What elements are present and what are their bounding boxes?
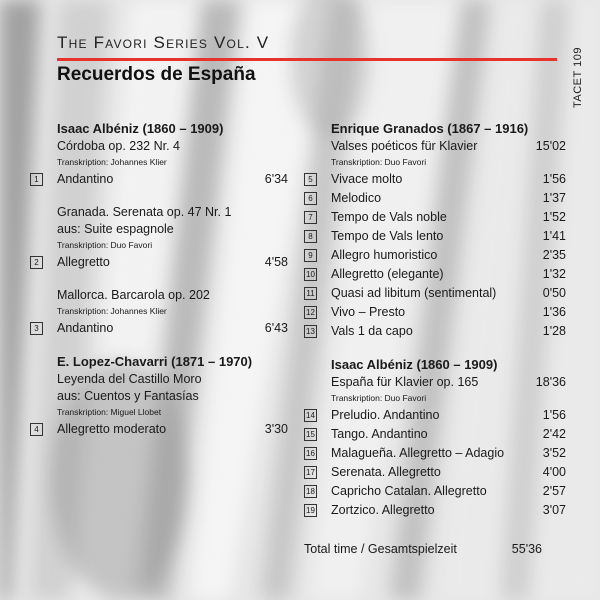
track-title: Zortzico. Allegretto [331,503,435,517]
track-title: Melodico [331,191,382,205]
track-duration: 6'34 [264,172,288,186]
track-duration: 1'36 [542,305,566,319]
album-title: Recuerdos de España [57,64,256,85]
track-number: 13 [304,325,317,338]
track-number: 9 [304,249,317,262]
track-title: Tango. Andantino [331,427,428,441]
work-title: Leyenda del Castillo Moro [57,372,202,386]
track-row [304,501,566,520]
albeniz-cordoba-block [30,120,288,189]
track-title: Allegro humoristico [331,248,438,262]
work-title: Córdoba op. 232 Nr. 4 [57,139,180,153]
composer-name: Enrique Granados (1867 – 1916) [331,121,529,136]
track-row [304,425,566,444]
track-duration: 2'57 [542,484,566,498]
track-title: Capricho Catalan. Allegretto [331,484,487,498]
granados-block [304,120,566,341]
composer-name: E. Lopez-Chavarri (1871 – 1970) [57,354,253,369]
track-list [304,170,566,341]
work-duration: 15'02 [535,139,566,153]
work-title: Mallorca. Barcarola op. 202 [57,288,210,302]
track-number: 14 [304,409,317,422]
total-time-duration: 55'36 [511,542,542,556]
mallorca-block [30,287,288,338]
track-number: 2 [30,256,43,269]
track-number: 11 [304,287,317,300]
track-duration: 1'56 [542,172,566,186]
track-row [304,170,566,189]
track-row [304,444,566,463]
track-number: 15 [304,428,317,441]
track-number: 10 [304,268,317,281]
chavarri-block [30,353,288,439]
track-row [304,227,566,246]
track-number: 3 [30,322,43,335]
track-number: 12 [304,306,317,319]
track-row [304,208,566,227]
track-row [30,319,288,338]
track-title: Vivace molto [331,172,403,186]
track-number: 4 [30,423,43,436]
track-title: Allegretto [57,255,110,269]
track-number: 17 [304,466,317,479]
transcription-credit: Transkription: Miguel Llobet [57,407,162,417]
composer-name: Isaac Albéniz (1860 – 1909) [57,121,224,136]
track-list [304,406,566,520]
track-title: Allegretto moderato [57,422,167,436]
catalog-number: TACET 109 [572,47,584,108]
total-time [304,542,542,556]
track-row [30,170,288,189]
track-title: Tempo de Vals noble [331,210,447,224]
track-number: 8 [304,230,317,243]
work-title-text: Valses poéticos für Klavier [331,139,478,153]
track-number: 7 [304,211,317,224]
track-number: 5 [304,173,317,186]
track-duration: 3'30 [264,422,288,436]
track-duration: 4'58 [264,255,288,269]
track-row [304,246,566,265]
track-duration: 1'56 [542,408,566,422]
track-title: Serenata. Allegretto [331,465,441,479]
track-duration: 4'00 [542,465,566,479]
track-title: Malagueña. Allegretto – Adagio [331,446,505,460]
work-subtitle: aus: Suite espagnole [57,222,174,236]
track-title: Preludio. Andantino [331,408,440,422]
composer-name: Isaac Albéniz (1860 – 1909) [331,357,498,372]
track-duration: 2'42 [542,427,566,441]
work-subtitle: aus: Cuentos y Fantasías [57,389,199,403]
track-duration: 0'50 [542,286,566,300]
track-duration: 1'52 [542,210,566,224]
track-duration: 3'07 [542,503,566,517]
track-number: 18 [304,485,317,498]
track-duration: 1'28 [542,324,566,338]
transcription-credit: Transkription: Duo Favori [57,240,153,250]
work-title [304,374,566,391]
track-row [304,303,566,322]
track-number: 6 [304,192,317,205]
work-title [304,138,566,155]
track-number: 1 [30,173,43,186]
track-duration: 1'41 [542,229,566,243]
track-title: Tempo de Vals lento [331,229,444,243]
track-row [304,322,566,341]
track-row [304,406,566,425]
granada-block [30,204,288,272]
track-row [304,482,566,501]
track-title: Allegretto (elegante) [331,267,444,281]
work-title: Granada. Serenata op. 47 Nr. 1 [57,205,232,219]
work-duration: 18'36 [535,375,566,389]
track-duration: 1'32 [542,267,566,281]
track-duration: 2'35 [542,248,566,262]
transcription-credit: Transkription: Johannes Klier [57,306,167,316]
track-title: Quasi ad libitum (sentimental) [331,286,497,300]
series-title: The Favori Series Vol. V [57,33,270,52]
accent-rule [57,58,557,61]
track-number: 19 [304,504,317,517]
track-duration: 6'43 [264,321,288,335]
track-row [30,420,288,439]
transcription-credit: Transkription: Johannes Klier [57,157,167,167]
total-time-label: Total time / Gesamtspielzeit [304,542,457,556]
left-column [30,120,288,439]
track-row [304,265,566,284]
transcription-credit: Transkription: Duo Favori [331,393,427,403]
work-title-text: España für Klavier op. 165 [331,375,479,389]
right-column [304,120,566,520]
track-title: Andantino [57,321,114,335]
track-title: Vivo – Presto [331,305,406,319]
track-number: 16 [304,447,317,460]
track-row [304,284,566,303]
transcription-credit: Transkription: Duo Favori [331,157,427,167]
track-title: Andantino [57,172,114,186]
albeniz-espana-block [304,356,566,520]
track-row [304,189,566,208]
track-duration: 1'37 [542,191,566,205]
track-row [304,463,566,482]
track-duration: 3'52 [542,446,566,460]
track-row [30,253,288,272]
track-title: Vals 1 da capo [331,324,413,338]
